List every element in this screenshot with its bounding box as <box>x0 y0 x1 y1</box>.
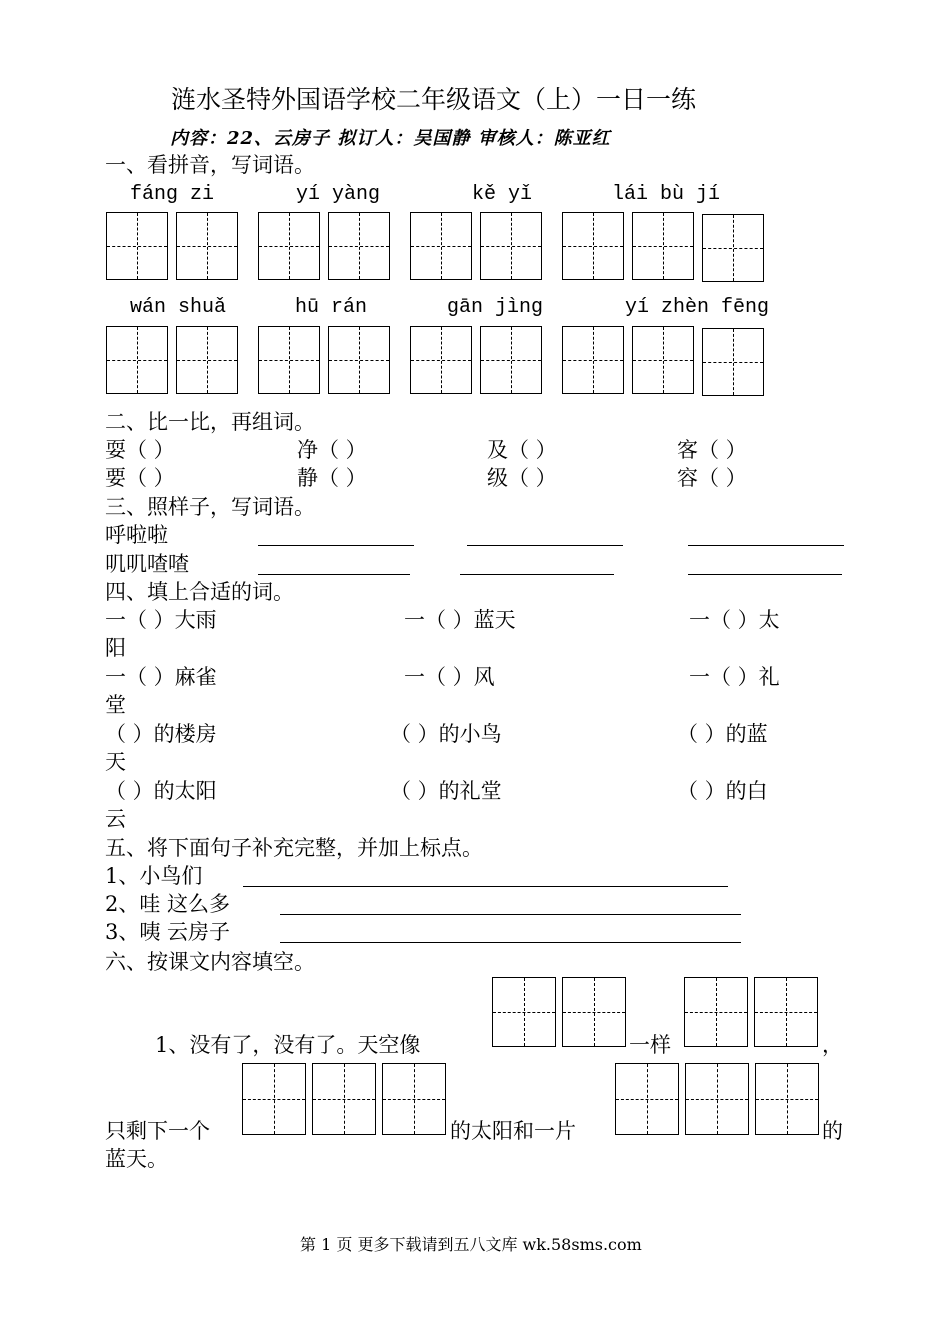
section1-heading: 一、看拼音，写词语。 <box>105 153 315 177</box>
compare-item[interactable]: 耍（ ） <box>105 438 175 462</box>
fill-wrap: 堂 <box>105 693 126 717</box>
writing-box[interactable] <box>410 212 472 280</box>
writing-box[interactable] <box>328 326 390 394</box>
sentence-prompt: 1、小鸟们 <box>105 864 203 888</box>
writing-box[interactable] <box>632 326 694 394</box>
writing-box[interactable] <box>685 1063 749 1135</box>
fill-item[interactable]: （ ）的楼房 <box>105 722 217 746</box>
writing-box[interactable] <box>684 977 748 1047</box>
writing-box[interactable] <box>702 328 764 396</box>
fill-item[interactable]: （ ）的白 <box>677 779 768 803</box>
fill-item[interactable]: 一（ ）麻雀 <box>105 665 217 689</box>
writing-box[interactable] <box>702 214 764 282</box>
answer-line[interactable] <box>280 914 741 915</box>
writing-box[interactable] <box>562 977 626 1047</box>
fill-item[interactable]: （ ）的蓝 <box>677 722 768 746</box>
passage-text: 的 <box>822 1119 843 1143</box>
passage-text: 1、没有了，没有了。天空像 <box>155 1033 421 1057</box>
writing-box[interactable] <box>632 212 694 280</box>
pinyin: yí yàng <box>296 183 381 206</box>
writing-box[interactable] <box>755 1063 819 1135</box>
writing-box[interactable] <box>106 212 168 280</box>
answer-line[interactable] <box>467 545 623 546</box>
writing-box[interactable] <box>615 1063 679 1135</box>
section3-heading: 三、照样子，写词语。 <box>105 495 315 519</box>
sentence-prompt: 2、哇 这么多 <box>105 892 231 916</box>
pinyin: hū rán <box>295 296 368 319</box>
pinyin: fáng zi <box>130 183 215 206</box>
compare-item[interactable]: 级（ ） <box>487 466 557 490</box>
answer-line[interactable] <box>688 574 842 575</box>
writing-box[interactable] <box>258 212 320 280</box>
answer-line[interactable] <box>258 574 410 575</box>
fill-item[interactable]: 一（ ）礼 <box>689 665 780 689</box>
passage-text: 蓝天。 <box>105 1147 168 1171</box>
fill-item[interactable]: 一（ ）蓝天 <box>404 608 516 632</box>
compare-item[interactable]: 客（ ） <box>677 438 747 462</box>
example-word: 呼啦啦 <box>105 523 168 547</box>
subtitle: 内容：22、云房子 拟订人：吴国静 审核人：陈亚红 <box>170 128 611 149</box>
writing-box[interactable] <box>328 212 390 280</box>
passage-text: ， <box>822 1033 843 1057</box>
answer-line[interactable] <box>280 942 741 943</box>
pinyin: wán shuǎ <box>130 296 227 319</box>
answer-line[interactable] <box>688 545 844 546</box>
page-title: 涟水圣特外国语学校二年级语文（上）一日一练 <box>171 85 697 114</box>
writing-box[interactable] <box>492 977 556 1047</box>
pinyin: lái bù jí <box>612 183 721 206</box>
compare-item[interactable]: 及（ ） <box>487 438 557 462</box>
writing-box[interactable] <box>562 212 624 280</box>
section2-heading: 二、比一比，再组词。 <box>105 410 315 434</box>
writing-box[interactable] <box>562 326 624 394</box>
sentence-prompt: 3、咦 云房子 <box>105 920 231 944</box>
writing-box[interactable] <box>480 212 542 280</box>
writing-box[interactable] <box>754 977 818 1047</box>
pinyin: kě yǐ <box>472 183 533 206</box>
fill-item[interactable]: 一（ ）太 <box>689 608 780 632</box>
pinyin: yí zhèn fēng <box>625 296 770 319</box>
writing-box[interactable] <box>410 326 472 394</box>
writing-box[interactable] <box>242 1063 306 1135</box>
passage-text: 的太阳和一片 <box>450 1119 576 1143</box>
writing-box[interactable] <box>480 326 542 394</box>
fill-item[interactable]: （ ）的小鸟 <box>390 722 502 746</box>
compare-item[interactable]: 容（ ） <box>677 466 747 490</box>
section4-heading: 四、填上合适的词。 <box>105 580 294 604</box>
page-footer: 第 1 页 更多下载请到五八文库 wk.58sms.com <box>300 1235 642 1254</box>
writing-box[interactable] <box>106 326 168 394</box>
compare-item[interactable]: 静（ ） <box>297 466 367 490</box>
fill-wrap: 云 <box>105 807 126 831</box>
section5-heading: 五、将下面句子补充完整，并加上标点。 <box>105 836 483 860</box>
writing-box[interactable] <box>176 326 238 394</box>
passage-text: 只剩下一个 <box>105 1119 210 1143</box>
writing-box[interactable] <box>258 326 320 394</box>
example-word: 叽叽喳喳 <box>105 552 189 576</box>
passage-text: 一样 <box>629 1033 671 1057</box>
section6-heading: 六、按课文内容填空。 <box>105 950 315 974</box>
writing-box[interactable] <box>382 1063 446 1135</box>
fill-wrap: 天 <box>105 750 126 774</box>
fill-wrap: 阳 <box>105 636 126 660</box>
compare-item[interactable]: 要（ ） <box>105 466 175 490</box>
fill-item[interactable]: （ ）的礼堂 <box>390 779 502 803</box>
fill-item[interactable]: 一（ ）风 <box>404 665 495 689</box>
answer-line[interactable] <box>258 545 414 546</box>
pinyin: gān jìng <box>447 296 544 319</box>
fill-item[interactable]: （ ）的太阳 <box>105 779 217 803</box>
answer-line[interactable] <box>243 886 728 887</box>
writing-box[interactable] <box>176 212 238 280</box>
answer-line[interactable] <box>460 574 614 575</box>
compare-item[interactable]: 净（ ） <box>297 438 367 462</box>
writing-box[interactable] <box>312 1063 376 1135</box>
fill-item[interactable]: 一（ ）大雨 <box>105 608 217 632</box>
